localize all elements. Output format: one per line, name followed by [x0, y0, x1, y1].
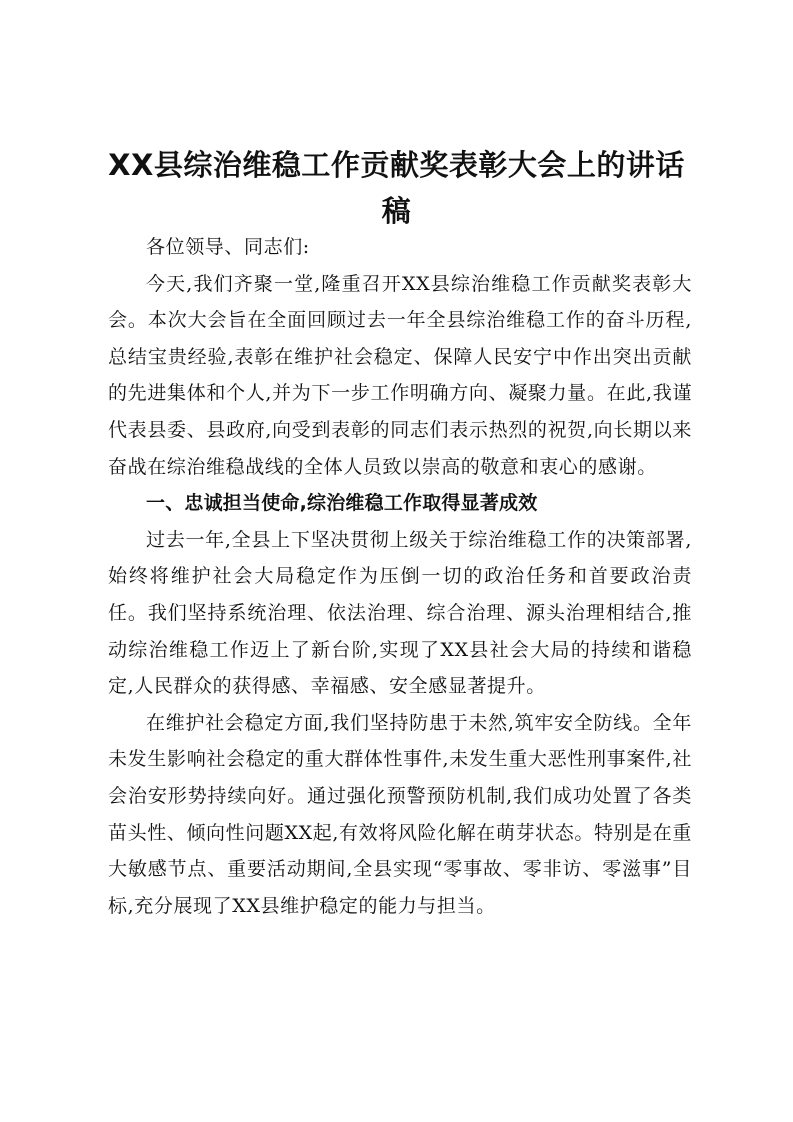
document-title: XX县综治维稳工作贡献奖表彰大会上的讲话稿 [108, 148, 685, 228]
section-heading: 一、忠诚担当使命,综治维稳工作取得显著成效 [146, 492, 538, 515]
section-paragraph-2: 在维护社会稳定方面,我们坚持防患于未然,筑牢安全防线。全年未发生影响社会稳定的重大群体性事件,未发生重大恶性刑事案件,社会治安形势持续向好。通过强化预警预防机制,我们成功处置了各类苗头性、倾向性问题XX起,有效将风险化解在萌芽状态。特别是在重大敏感节点、重要活动期间,全县实现“零事故、零非访、零滋事”目标,充分展现了XX县维护稳定的能力与担当。 [108, 711, 692, 917]
salutation: 各位领导、同志们: [146, 236, 310, 258]
section-paragraph-1: 过去一年,全县上下坚决贯彻上级关于综治维稳工作的决策部署,始终将维护社会大局稳定作为压倒一切的政治任务和首要政治责任。我们坚持系统治理、依法治理、综合治理、源头治理相结合,推动综治维稳工作迈上了新台阶,实现了XX县社会大局的持续和谐稳定,人民群众的获得感、幸福感、安全感显著提升。 [108, 528, 692, 698]
intro-paragraph: 今天,我们齐聚一堂,隆重召开XX县综治维稳工作贡献奖表彰大会。本次大会旨在全面回顾过去一年全县综治维稳工作的奋斗历程,总结宝贵经验,表彰在维护社会稳定、保障人民安宁中作出突出贡献的先进集体和个人,并为下一步工作明确方向、凝聚力量。在此,我谨代表县委、县政府,向受到表彰的同志们表示热烈的祝贺,向长期以来奋战在综治维稳战线的全体人员致以崇高的敬意和衷心的感谢。 [108, 272, 692, 478]
document-body [108, 229, 692, 924]
